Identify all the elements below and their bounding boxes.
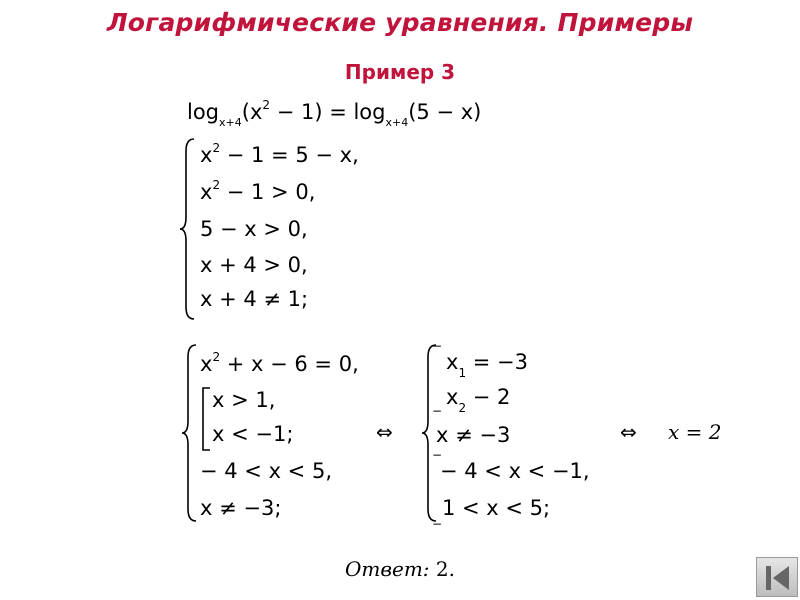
s3-l1-rest: = −3 [466, 350, 528, 374]
lhs-open: (x [241, 100, 263, 124]
system3-line-5 [442, 496, 550, 520]
s3-l3-text: x ≠ −3 [436, 423, 511, 447]
lhs-exponent: 2 [262, 98, 271, 112]
s1-l1-exp: 2 [212, 141, 221, 155]
system1-line-4 [200, 253, 308, 277]
system2-sub-2 [212, 422, 293, 446]
answer-label: Ответ: [345, 557, 430, 581]
system2-brace [180, 343, 200, 523]
system3-line-3 [436, 423, 510, 447]
page-title: Логарифмические уравнения. Примеры [106, 8, 694, 37]
system3-line-2 [446, 385, 511, 416]
s1-l2-var: x [200, 180, 213, 204]
s3-l1-var: x [446, 350, 459, 374]
s2-sub2-text: x < −1; [212, 422, 294, 446]
s3-l1-sub: 1 [458, 366, 467, 381]
system1-line-5 [200, 287, 308, 311]
result-value: x = 2 [668, 420, 722, 444]
system2-line-1 [200, 352, 359, 376]
lhs-close: − 1) [270, 100, 323, 124]
s1-l4-text: x + 4 > 0, [200, 253, 308, 277]
s3-l2-var: x [446, 385, 459, 409]
s3-l5-text: 1 < x < 5; [442, 496, 551, 520]
s1-l2-rest: − 1 > 0, [220, 180, 316, 204]
equivalence-symbol-2: ⇔ [620, 420, 637, 444]
system3-line-4 [440, 459, 590, 483]
s3-dash-1: − [432, 339, 443, 353]
main-equation [187, 98, 482, 130]
s3-dash-3: − [432, 448, 443, 462]
s2-l1-exp: 2 [212, 350, 221, 364]
log-rhs: log [353, 100, 386, 124]
s1-l2-exp: 2 [212, 178, 221, 192]
system1-brace [178, 137, 198, 322]
log-base-rhs: x+4 [385, 116, 409, 130]
equivalence-symbol-1: ⇔ [376, 420, 393, 444]
answer-value: 2. [429, 557, 455, 581]
system2-square-bracket [200, 386, 212, 452]
rhs-argument: (5 − x) [408, 100, 482, 124]
log-base-lhs: x+4 [219, 116, 242, 130]
system1-line-2 [200, 180, 315, 204]
first-slide-button[interactable] [756, 557, 798, 597]
system2-line-4 [200, 496, 281, 520]
system1-line-1 [200, 143, 359, 167]
s2-sub1-text: x > 1, [212, 388, 276, 412]
s1-l3-text: 5 − x > 0, [200, 217, 308, 241]
log-lhs: log [187, 100, 220, 124]
s3-l2-sub: 2 [458, 401, 467, 416]
s1-l1-var: x [200, 143, 213, 167]
s2-l1-var: x [200, 352, 213, 376]
s3-dash-2: − [432, 404, 443, 418]
s2-l1-rest: + x − 6 = 0, [220, 352, 359, 376]
s2-l4-text: x ≠ −3; [200, 496, 282, 520]
s2-l3-text: − 4 < x < 5, [200, 459, 332, 483]
answer-line [0, 557, 800, 581]
s1-l5-text: x + 4 ≠ 1; [200, 287, 309, 311]
equals-sign: = [322, 100, 354, 124]
system2-line-3 [200, 459, 332, 483]
s3-l4-text: − 4 < x < −1, [440, 459, 590, 483]
system3-line-1 [446, 350, 528, 381]
s3-l2-rest: − 2 [466, 385, 511, 409]
example-heading: Пример 3 [344, 60, 456, 84]
system1-line-3 [200, 217, 308, 241]
system2-sub-1 [212, 388, 275, 412]
s1-l1-rest: − 1 = 5 − x, [220, 143, 359, 167]
s3-dash-4: − [432, 517, 443, 531]
